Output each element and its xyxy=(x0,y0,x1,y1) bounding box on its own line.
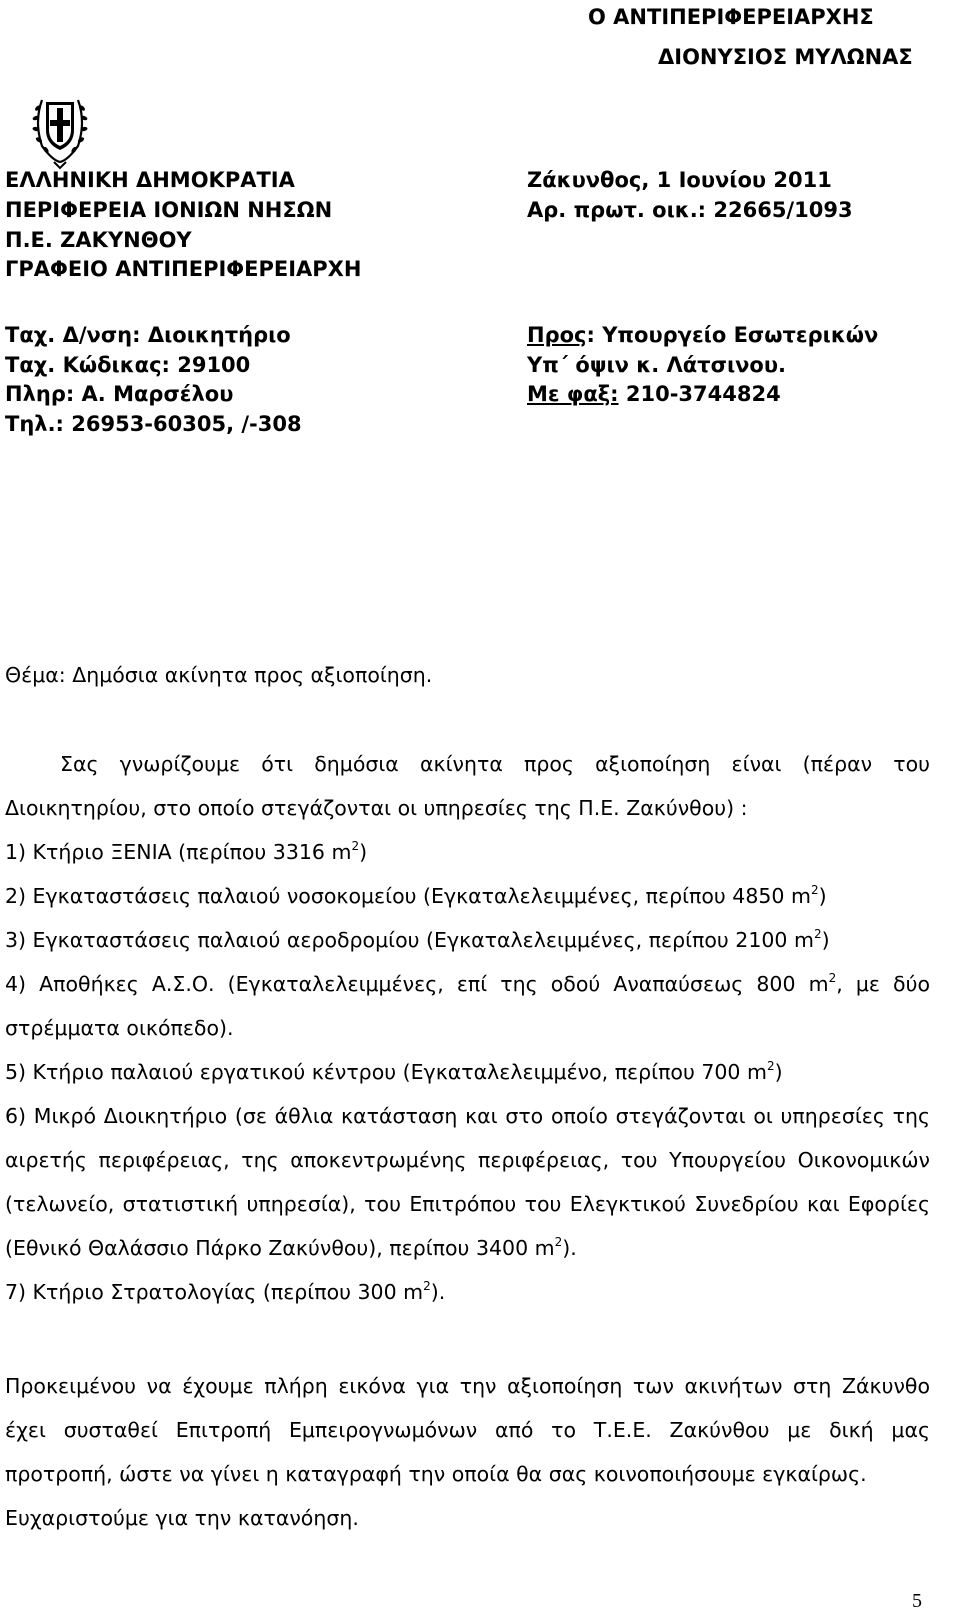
place-date: Ζάκυνθος, 1 Ιουνίου 2011 xyxy=(527,168,832,192)
superscript: 2 xyxy=(554,1235,563,1249)
sender-line-4: ΓΡΑΦΕΙΟ ΑΝΤΙΠΕΡΙΦΕΡΕΙΑΡΧΗ xyxy=(5,257,362,281)
subject-line: Θέμα: Δημόσια ακίνητα προς αξιοποίηση. xyxy=(5,663,433,687)
list-item-4 xyxy=(5,972,930,996)
address-line-2: Ταχ. Κώδικας: 29100 xyxy=(5,353,251,377)
closing-line-4: Ευχαριστούμε για την κατανόηση. xyxy=(5,1506,359,1530)
list-item-2-text: 2) Εγκαταστάσεις παλαιού νοσοκομείου (Εγκαταλελειμμένες, περίπου 4850 m xyxy=(5,884,811,908)
recipient-fax xyxy=(527,379,781,409)
list-item-6-line-1: 6) Μικρό Διοικητήριο (σε άθλια κατάσταση και στο οποίο στεγάζονται οι υπηρεσίες της xyxy=(5,1104,930,1128)
list-item-5-end: ) xyxy=(774,1060,783,1084)
greek-coat-of-arms-icon xyxy=(30,82,90,172)
recipient-to xyxy=(527,320,878,350)
list-item-7-end: ). xyxy=(430,1280,446,1304)
list-item-5 xyxy=(5,1060,783,1084)
list-item-7 xyxy=(5,1280,445,1304)
list-item-4-end: , με δύο xyxy=(836,972,931,996)
sender-line-3: Π.Ε. ΖΑΚΥΝΘΟΥ xyxy=(5,228,192,252)
superscript: 2 xyxy=(423,1279,431,1293)
list-item-7-text: 7) Κτήριο Στρατολογίας (περίπου 300 m xyxy=(5,1280,424,1304)
sender-line-1: ΕΛΛΗΝΙΚΗ ΔΗΜΟΚΡΑΤΙΑ xyxy=(5,168,295,192)
recipient-to-value: : Υπουργείο Εσωτερικών xyxy=(586,323,879,347)
list-item-4-line-2: στρέμματα οικόπεδο). xyxy=(5,1016,234,1040)
closing-line-2: έχει συσταθεί Επιτροπή Εμπειρογνωμόνων από το Τ.Ε.Ε. Ζακύνθου με δική μας xyxy=(5,1418,930,1442)
list-item-5-text: 5) Κτήριο παλαιού εργατικού κέντρου (Εγκαταλελειμμένο, περίπου 700 m xyxy=(5,1060,767,1084)
page-number: 5 xyxy=(912,1590,922,1612)
intro-line-1 xyxy=(5,752,930,776)
list-item-2-end: ) xyxy=(818,884,827,908)
list-item-6-line-4-text: (Εθνικό Θαλάσσιο Πάρκο Ζακύνθου), περίπου 3400 m xyxy=(5,1236,555,1260)
list-item-1-end: ) xyxy=(359,840,368,864)
address-line-3: Πληρ: Α. Μαρσέλου xyxy=(5,382,234,406)
superscript: 2 xyxy=(810,883,819,897)
list-item-1-text: 1) Κτήριο ΞΕΝΙΑ (περίπου 3316 m xyxy=(5,840,352,864)
address-line-4: Τηλ.: 26953-60305, /-308 xyxy=(5,412,302,436)
superscript: 2 xyxy=(351,839,360,853)
protocol-number: Αρ. πρωτ. οικ.: 22665/1093 xyxy=(527,198,853,222)
list-item-2 xyxy=(5,884,827,908)
list-item-1 xyxy=(5,840,367,864)
list-item-6-line-3: (τελωνείο, στατιστική υπηρεσία), του Επιτρόπου του Ελεγκτικού Συνεδρίου και Εφορίες xyxy=(5,1192,930,1216)
intro-line-2: Διοικητηρίου, στο οποίο στεγάζονται οι υπηρεσίες της Π.Ε. Ζακύνθου) : xyxy=(5,796,748,820)
address-line-1: Ταχ. Δ/νση: Διοικητήριο xyxy=(5,323,291,347)
superscript: 2 xyxy=(766,1059,775,1073)
sender-line-2: ΠΕΡΙΦΕΡΕΙΑ ΙΟΝΙΩΝ ΝΗΣΩΝ xyxy=(5,198,333,222)
signatory-title: Ο ΑΝΤΙΠΕΡΙΦΕΡΕΙΑΡΧΗΣ xyxy=(588,5,874,29)
list-item-4-text: 4) Αποθήκες Α.Σ.Ο. (Εγκαταλελειμμένες, επί της οδού Αναπαύσεως 800 m xyxy=(5,972,829,996)
list-item-6-end: ). xyxy=(562,1236,577,1260)
intro-line-1-text: Σας γνωρίζουμε ότι δημόσια ακίνητα προς αξιοποίηση είναι (πέραν του xyxy=(60,752,930,776)
closing-line-3: προτροπή, ώστε να γίνει η καταγραφή την οποία θα σας κοινοποιήσουμε εγκαίρως. xyxy=(5,1462,867,1486)
closing-line-1: Προκειμένου να έχουμε πλήρη εικόνα για την αξιοποίηση των ακινήτων στη Ζάκυνθο xyxy=(5,1374,930,1398)
superscript: 2 xyxy=(828,971,837,985)
list-item-3 xyxy=(5,928,830,952)
fax-value: 210-3744824 xyxy=(618,382,781,406)
superscript: 2 xyxy=(813,927,822,941)
list-item-3-end: ) xyxy=(821,928,830,952)
recipient-attention: Υπ΄ όψιν κ. Λάτσινου. xyxy=(527,353,787,377)
signatory-name: ΔΙΟΝΥΣΙΟΣ ΜΥΛΩΝΑΣ xyxy=(658,45,913,69)
list-item-6-line-2: αιρετής περιφέρειας, της αποκεντρωμένης περιφέρειας, του Υπουργείου Οικονομικών xyxy=(5,1148,930,1172)
list-item-3-text: 3) Εγκαταστάσεις παλαιού αεροδρομίου (Εγκαταλελειμμένες, περίπου 2100 m xyxy=(5,928,814,952)
recipient-to-label: Προς xyxy=(527,323,587,347)
list-item-6-line-4 xyxy=(5,1236,577,1260)
fax-label: Με φαξ: xyxy=(527,382,619,406)
